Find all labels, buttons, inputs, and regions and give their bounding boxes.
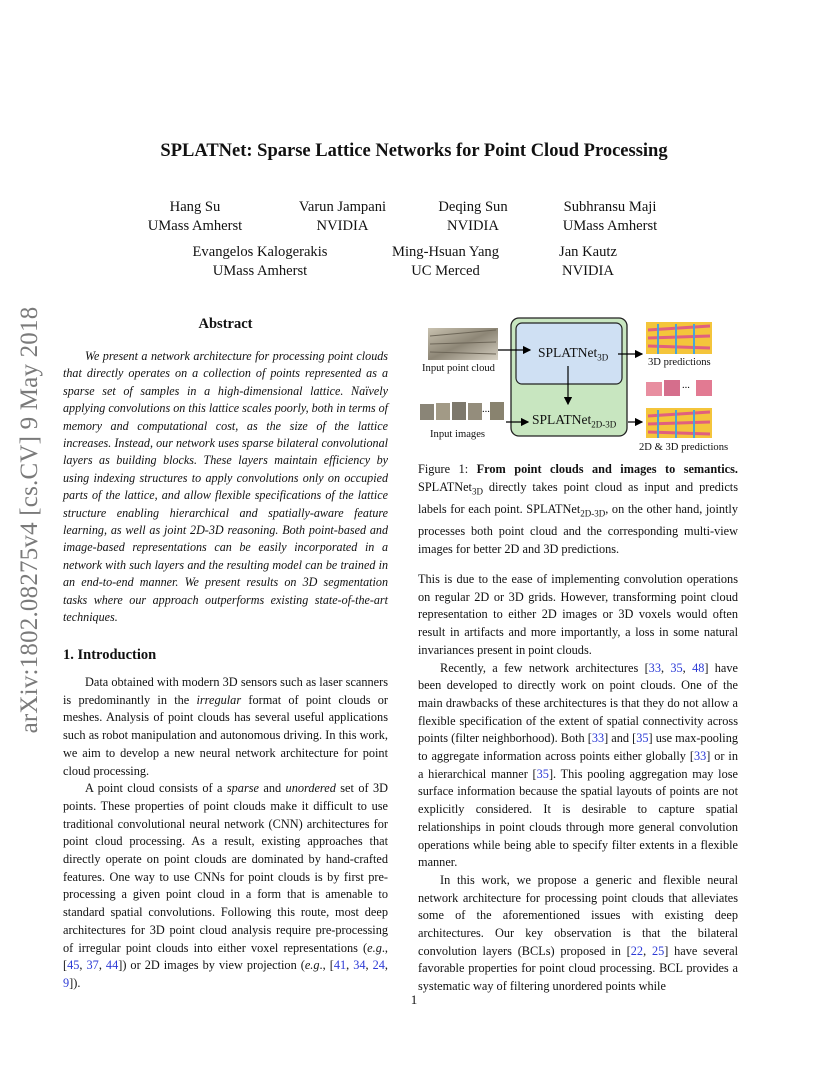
author-block: [175, 243, 345, 281]
splatnet-2d3d-label: SPLATNet$_{2D-3D}$: [532, 412, 617, 430]
author-block: [280, 198, 405, 236]
abstract-text: [63, 348, 388, 627]
section-heading: 1. Introduction: [63, 647, 157, 663]
abstract-heading: Abstract: [198, 316, 253, 332]
author-affiliation: UMass Amherst: [562, 218, 658, 234]
arxiv-stamp: arXiv:1802.08275v4 [cs.CV] 9 May 2018: [16, 306, 43, 734]
figure-1: [418, 316, 740, 458]
2d3d-predictions-label: 2D & 3D predictions: [639, 442, 729, 453]
2d-prediction-thumbnail: [696, 380, 712, 396]
author-affiliation: UC Merced: [411, 263, 480, 279]
paper-title: SPLATNet: Sparse Lattice Networks for Point Cloud Processing: [160, 141, 668, 161]
author-name: Varun Jampani: [298, 199, 387, 215]
author-affiliation: UMass Amherst: [147, 218, 243, 234]
intro-right-column: [418, 571, 738, 996]
figure-caption: Figure 1: From point clouds and images to semantics. SPLATNet$_{3D}$ directly takes point cloud as input and predicts labels for each point. SPLATNet$_{2D-3D}$, on the other hand, jointly processes both point cloud and the corresponding multi-view images for better 2D and 3D predictions.: [418, 462, 738, 556]
input-image-thumbnail: [490, 402, 504, 420]
author-affiliation: UMass Amherst: [212, 263, 308, 279]
intro-left-column: [63, 674, 388, 993]
intro-paragraph: A point cloud consists of a sparse and unordered set of 3D points. These properties of point clouds make it difficult to use traditional convolutional neural network (CNN) architectures for point cloud processing. As a result, existing approaches that directly operate on point clouds are dominated by hand-crafted features. One way to use CNNs for point clouds is by first pre-processing a given point cloud in a form that is amenable to standard spatial convolutions. Following this route, most deep architectures for 3D point cloud analysis require pre-processing of irregular point clouds into either voxel representations (e.g., [45, 37, 44]) or 2D images by view projection (e.g., [41, 34, 24, 9]).: [63, 781, 389, 990]
author-name: Deqing Sun: [438, 199, 508, 215]
2d-prediction-thumbnail: [646, 382, 662, 396]
author-name: Jan Kautz: [559, 244, 617, 260]
author-block: [378, 243, 513, 281]
author-name: Hang Su: [169, 199, 221, 215]
author-affiliation: NVIDIA: [316, 218, 369, 234]
2d-prediction-thumbnail: [664, 380, 680, 396]
input-image-thumbnail: [452, 402, 466, 420]
author-name: Ming-Hsuan Yang: [391, 244, 500, 260]
author-block: [545, 198, 675, 236]
author-block: [130, 198, 260, 236]
author-affiliation: NVIDIA: [447, 218, 499, 234]
author-block: [418, 198, 528, 236]
author-block: [538, 243, 638, 281]
input-image-thumbnail: [436, 403, 450, 420]
intro-paragraph: In this work, we propose a generic and flexible neural network architecture for processing point clouds that alleviates some of the aforementioned issues with existing deep architectures. Our key observation is that the bilateral convolution layers (BCLs) proposed in [22, 25] have several favorable properties for point cloud processing. BCL provides a systematic way of filtering unordered points while: [418, 872, 738, 994]
ellipsis: ...: [682, 380, 690, 391]
input-image-thumbnail: [420, 404, 434, 420]
page-number: 1: [410, 992, 418, 1007]
intro-paragraph: Data obtained with modern 3D sensors such as laser scanners is predominantly in the irregular format of point clouds or meshes. Analysis of point clouds has several useful applications such as robot manipulation and autonomous driving. In this work, we aim to develop a new neural network architecture for point cloud processing.: [63, 675, 388, 778]
splatnet-3d-label: SPLATNet$_{3D}$: [538, 345, 609, 363]
3d-predictions-label: 3D predictions: [648, 357, 711, 368]
intro-paragraph: Recently, a few network architectures [33, 35, 48] have been developed to directly work on point clouds. One of the main drawbacks of these architectures is that they do not allow a flexible specification of the extent of spatial connectivity across points (filter neighborhood). Both [33] and [35] use max-pooling to aggregate information across points either globally [33] or in a hierarchical manner [35]. This pooling aggregation may lose surface information because the spatial layouts of points are not explicitly considered. It is desirable to capture spatial relationships in point clouds through more general convolution operations while being able to specify filter extents in a flexible manner.: [418, 660, 739, 870]
intro-paragraph: This is due to the ease of implementing convolution operations on regular 2D or 3D grids. However, transforming point cloud representation to either 2D images or 3D voxels would often result in artifacts and more importantly, a loss in some natural invariances present in point clouds.: [418, 572, 738, 657]
input-image-thumbnail: [468, 403, 482, 420]
input-point-cloud-label: Input point cloud: [422, 363, 495, 374]
abstract-paragraph: We present a network architecture for processing point clouds that directly operates on a collection of points represented as a sparse set of samples in a high-dimensional lattice. Naïvely applying convolutions on this lattice scales poorly, both in terms of memory and computational cost, as the size of the lattice increases. Instead, our network uses sparse bilateral convolutional layers as building blocks. These layers maintain efficiency by using indexing structures to apply convolutions only on occupied parts of the lattice, and allow flexible specifications of the lattice structure enabling hierarchical and spatially-aware feature learning, as well as joint 2D-3D reasoning. Both point-based and image-based representations can be easily incorporated in a network with such layers and the resulting model can be trained in an end-to-end manner. We present results on 3D segmentation tasks where our approach outperforms existing state-of-the-art techniques.: [63, 349, 388, 625]
author-name: Subhransu Maji: [563, 199, 657, 215]
author-affiliation: NVIDIA: [562, 263, 614, 279]
input-images-label: Input images: [430, 429, 486, 440]
author-name: Evangelos Kalogerakis: [192, 244, 328, 260]
ellipsis: ...: [482, 404, 490, 415]
